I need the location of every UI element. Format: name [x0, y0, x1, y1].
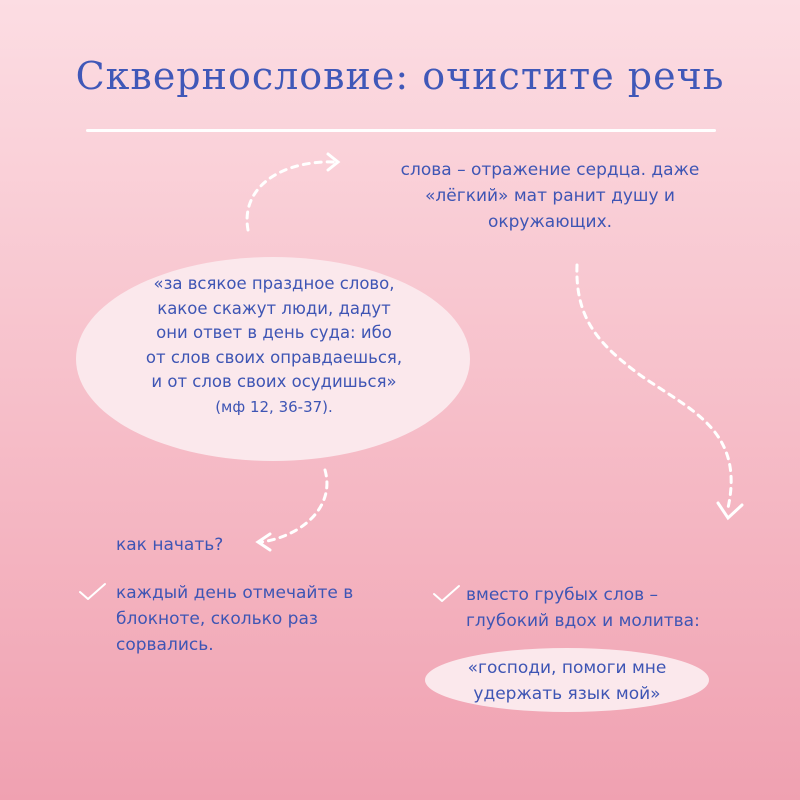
quote-source: (мф 12, 36-37). — [215, 397, 333, 416]
how-to-start-label: как начать? — [116, 535, 224, 555]
arrow-to-intro — [247, 162, 335, 230]
tip-line: каждый день отмечайте в — [116, 583, 354, 603]
arrow-wavy-right — [577, 265, 731, 508]
prayer-line: удержать язык мой» — [473, 684, 661, 704]
tip-item — [116, 580, 406, 658]
quote-line: «за всякое праздное слово, — [153, 274, 395, 293]
quote-line: и от слов своих осудишься» — [151, 372, 397, 391]
tip-line: вместо грубых слов – — [466, 585, 659, 605]
arrow-to-start — [262, 470, 327, 542]
tip-item — [466, 582, 756, 634]
check-icon — [432, 584, 462, 604]
prayer-text — [425, 655, 709, 707]
quote-line: от слов своих оправдаешься, — [145, 347, 403, 367]
tip-line: глубокий вдох и молитва: — [466, 611, 700, 631]
title-divider — [86, 129, 716, 132]
quote-text — [96, 272, 452, 419]
prayer-line: «господи, помоги мне — [467, 658, 667, 678]
check-icon — [78, 582, 108, 602]
quote-line: какое скажут люди, дадут — [157, 298, 391, 318]
intro-line: «лёгкий» мат ранит душу и — [425, 186, 675, 206]
intro-line: слова – отражение сердца. даже — [400, 160, 700, 180]
page-title: Сквернословие: очистите речь — [75, 54, 725, 98]
intro-text — [370, 157, 730, 235]
quote-line: они ответ в день суда: ибо — [156, 323, 392, 342]
intro-line: окружающих. — [487, 212, 613, 232]
tip-line: блокноте, сколько раз — [116, 609, 318, 629]
tip-line: сорвались. — [116, 635, 214, 655]
